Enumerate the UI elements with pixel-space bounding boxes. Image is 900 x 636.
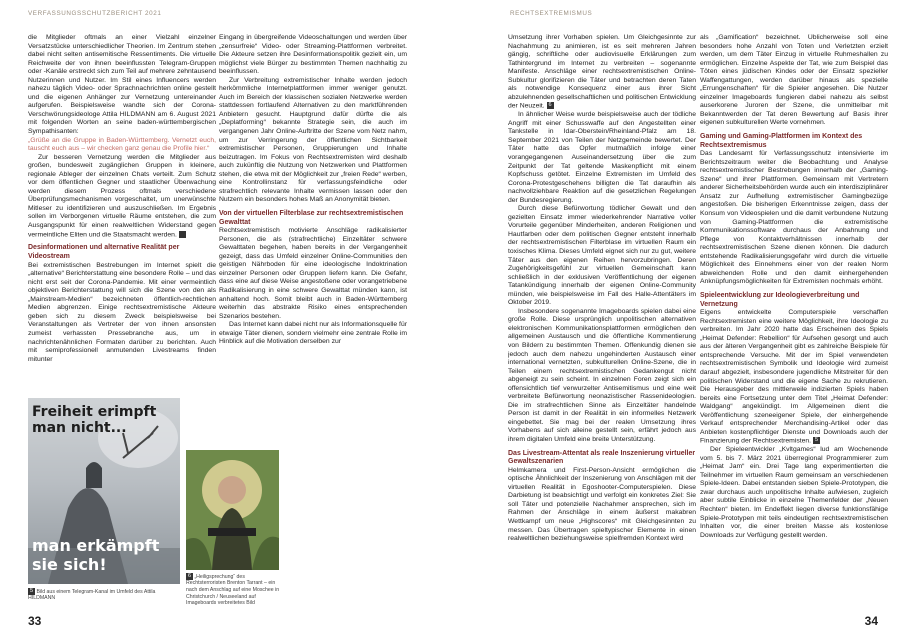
right-column-1	[508, 34, 696, 616]
paragraph: Helmkamera und First-Person-Ansicht ermöglichen die optische Ähnlichkeit der Inszenierung von Anschlägen mit der virtuellen Realität in Egoshooter-Computerspielen. Diese Darbietung ist beabsichtigt und verfolgt ein konkretes Ziel: Sie soll Täter und potenzielle Nachahmer ansprechen, sich im Rahmen der Anschläge in einem äußerst makabren Wettkampf um neue „Highscores“ mit Gleichgesinnten zu messen. Das Übertragen spieltypischer Elemente in einen realweltlichen beziehungsweise spielfremden Kontext wird	[508, 466, 696, 543]
paragraph-text: Umsetzung ihrer Vorhaben spielen. Um Gleichgesinnte zur Nachahmung zu animieren, ist es seit mehreren Jahren gängig, schriftliche oder audiovisuelle Erklärungen zum Tathintergrund im Internet zu verbreiten – sogenannte Manifeste. Anschläge einer rechtsextremistischen Online-Subkultur glorifizieren die Täter und betrachten deren Taten als notwendige Konsequenz einer aus ihrer Sicht abzulehnenden gesellschaftlichen und politischen Entwicklung der Neuzeit.	[508, 34, 696, 110]
paragraph-text: Zur besseren Vernetzung werden die Mitglieder aus großen, bundesweit zugänglichen Gruppen in kleinere, regionale Ableger der einzelnen Chats verteilt. Zum Schutz vor dem öffentlichen Gegner und staatlicher Überwachung werden diesem Prozess oftmals verschiedene Überprüfungsmechanismen vorgeschaltet, um unerwünschte Mitleser zu identifizieren und auszuschließen. Im Ergebnis sollen im Verborgenen virtuelle Räume entstehen, die zum Ausgangspunkt für einen realweltlichen Widerstand gegen vermeintliche Eliten und die Staatsmacht werden.	[28, 153, 216, 238]
paragraph	[28, 154, 216, 240]
left-column-2	[219, 34, 407, 392]
paragraph: In ähnlicher Weise wurde beispielsweise auch der tödliche Angriff mit einer Schusswaffe auf den Angestellten einer Tankstelle in Idar-Oberstein/Rheinland-Pfalz am 18. September 2021 von Teilen der Netzgemeinde bewertet. Der Täter hatte das Opfer mutmaßlich infolge einer vorangegangenen Auseinandersetzung über die zum Zeitpunkt der Tat geltende Maskenpflicht mit einem Kopfschuss getötet. Einzelne Extremisten im Umfeld des Corona-Protestgeschehens billigten die Tat daraufhin als nachvollziehbare Reaktion auf die gesetzlichen Regelungen der Bundesregierung.	[508, 111, 696, 204]
section-heading: Gaming und Gaming-Plattformen im Kontext des Rechtsextremismus	[700, 133, 863, 149]
right-page	[450, 0, 900, 636]
caption-text: „Heiligsprechung“ des Rechtsterroristen Brenton Tarrant – ein nach dem Anschlag auf eine Moschee in Christchurch / Neuseeland auf Imageboards verbreitetes Bild	[186, 573, 280, 607]
image-caption-1	[28, 588, 178, 602]
image-text-top: Freiheit erimpft man nicht...	[32, 404, 157, 436]
section-heading: Spieleentwicklung zur Ideologieverbreitung und Vernetzung	[700, 291, 860, 308]
paragraph: Insbesondere sogenannte Imageboards spielen dabei eine große Rolle. Diese ursprünglich unpolitischen alternativen elektronischen Kommunikationsplattformen ermöglichen den allgemeinen Austausch und die öffentliche Kommentierung von Bildern zu bestimmten Themen. Offenkundig dienen sie jedoch auch dem nahezu ungehinderten Austausch einer international vernetzten, subkulturellen Online-Szene, die in Teilen einem rechtsextremistischen Gedankengut nicht abgeneigt zu sein scheint. In einzelnen Foren zeigt sich ein offensichtlich tief verwurzelter Antisemitismus und eine weit verbreitete Befürwortung neonazistischer Rassenideologien. Die im strafrechtlichen Sinne als Einzeltäter handelnde Person ist damit in der Realität in ein informelles Netzwerk eingebettet. Sie mag bei der realen Umsetzung ihres Vorhabens auf sich alleine gestellt sein, erfährt jedoch aus ihrem digitalen Umfeld eine breite Unterstützung.	[508, 307, 696, 443]
left-column-1	[28, 34, 216, 389]
section-heading: Von der virtuellen Filterblase zur rechtsextremistischen Gewalttat	[219, 209, 404, 226]
pull-quote: „Grüße an die Gruppe in Baden-Württemberg. Vernetzt euch, tauscht euch aus – wir checken ganz genau die Profile hier.“	[28, 136, 216, 153]
section-heading: Das Livestream-Attentat als reale Inszenierung virtueller Gewaltszenarien	[508, 449, 696, 466]
page-number-left: 33	[28, 614, 42, 628]
paragraph: als „Gamification“ bezeichnet. Üblicherweise soll eine besonders hohe Anzahl von Toten und Verletzten erzielt werden, um dem Täter Einzug in virtuelle Ruhmeshallen zu ermöglichen. Einzelne Aspekte der Tat, wie zum Beispiel das Töten eines jüdischen Kindes oder der Einsatz spezieller Waffengattungen, werden darüber hinaus als spezielle „Errungenschaften“ für die Spieler angesehen. Die Nutzer einzelner Imageboards fungieren dabei nahezu als selbst auserkorene Juroren der Szene, die unmittelbar mit Bekanntwerden der Tat deren Bewertung auf Basis ihrer eigenen subkulturellen Werte vornehmen.	[700, 34, 888, 127]
paragraph: Zur Verbreitung extremistischer Inhalte werden jedoch herkömmliche Internetplattformen immer weniger genutzt. Auch im Bereich der klassischen sozialen Netzwerke werden stattdessen fortlaufend Alternativen zu den marktführenden Anbietern gesucht. Hauptgrund dafür dürfte die als „Deplatforming“ bekannte Strategie sein, die auch im vergangenen Jahr Online-Auftritte der Szene vom Netz nahm, um zur Verringerung der öffentlichen Sichtbarkeit extremistischer Personen, Gruppierungen und Inhalte beizutragen. Im Fokus von Rechtsextremisten wird deshalb auch zukünftig die Nutzung von Netzwerken und Plattformen stehen, die etwa mit der Möglichkeit zur „freien Rede“ werben, eine Kontrollinstanz für verfassungsfeindliche oder strafrechtlich relevante Inhalte vermissen lassen oder den Nutzern ein besonders hohes Maß an Anonymität bieten.	[219, 76, 407, 204]
figure-illustration	[186, 450, 279, 570]
section-heading: Desinformationen und alternative Realität per Videostream	[28, 244, 180, 261]
image-caption-2	[186, 573, 281, 607]
paragraph	[700, 309, 888, 446]
paragraph: Bei extremistischen Bestrebungen im Internet spielt die „alternative“ Berichterstattung eine besondere Rolle – und das nicht erst seit der Corona-Pandemie. Mit einer vermeintlich objektiven Berichterstattung will sich die Szene von den als „Mainstream-Medien“ bezeichneten öffentlich-rechtlichen Medien abgrenzen. Einige rechtsextremistische Akteure geben sich zu diesem Zweck beispielsweise bei Veranstaltungen als Vertreter der von ihnen ansonsten zumeist verhassten Pressebranche aus, um in nachrichtenähnlichen Formaten darüber zu berichten. Auch mit semiprofessionell anmutenden Livestreams finden mitunter	[28, 261, 216, 363]
paragraph: Rechtsextremistisch motivierte Anschläge radikalisierter Personen, die als (strafrechtliche) Einzeltäter schwere Gewalttaten begehen, haben bereits in der Vergangenheit gezeigt, dass das Umfeld einzelner Online-Communities den geistigen Nährboden für eine ideologische Indoktrination einzelner Personen oder Gruppen liefern kann. Die Gefahr, dass eine auf diese Weise angestoßene oder vorangetriebene Radikalisierung in eine schwere Gewalttat münden kann, ist anhaltend hoch. Somit bleibt auch in Baden-Württemberg weiterhin das abstrakte Risiko eines entsprechenden Szenarios bestehen.	[219, 227, 407, 320]
right-column-2	[700, 34, 888, 616]
paragraph: Durch diese Befürwortung tödlicher Gewalt und den gezielten Einsatz immer wiederkehrender Narrative voller Vorurteile gegenüber Minderheiten, anderen Religionen und Hautfarben oder dem politischen Gegner entsteht innerhalb der rechtsextremistischen Filterblase im virtuellen Raum ein toxisches Klima. Dieses Umfeld eignet sich nur zu gut, weitere Täter aus den eigenen Reihen hervorzubringen. Deren Zugehörigkeitsgefühl zur virtuellen Gemeinschaft kann schließlich in der exklusiven Veröffentlichung der eigenen Tatankündigung innerhalb der eigenen Online-Community münden, wie beispielsweise im Fall des Halle-Attentäters im Oktober 2019.	[508, 205, 696, 307]
paragraph-text: Eigens entwickelte Computerspiele verschaffen Rechtsextremisten eine weitere Möglichkeit, ihre Ideologie zu verbreiten. Im Jahr 2020 hatte das Erscheinen des Spiels „Heimat Defender: Rebellion“ für Aufsehen gesorgt und auch aus der älteren Vergangenheit gibt es zahlreiche Beispiele für entsprechende Versuche. Mit der im Spiel verwendeten rechtsextremistischen Symbolik und Ideologie wird zumeist darauf abgezielt, insbesondere jugendliche Mitstreiter für den politischen Widerstand und die eigene Sache zu rekrutieren. Die Herausgeber des mittlerweile indizierten Spiels haben bereits eine Fortsetzung unter dem Titel „Heimat Defender: Waldgang“ angekündigt. Im Allgemeinen dient die Veröffentlichung szeneeigener Spiele, der einhergehende Verkauf entsprechender Merchandising-Artikel oder das Anbieten kostenpflichtiger Dienste und Downloads auch der Finanzierung der Rechtsextremisten.	[700, 309, 888, 445]
caption-text: Bild aus einem Telegram-Kanal im Umfeld des Attila HILDMANN	[28, 588, 156, 602]
tarrant-imageboard-image	[186, 450, 279, 570]
running-header-left: VERFASSUNGSSCHUTZBERICHT 2021	[28, 10, 162, 17]
running-header-right: RECHTSEXTREMISMUS	[510, 10, 593, 17]
image-text-bottom: man erkämpft sie sich!	[32, 536, 160, 574]
paragraph	[508, 34, 696, 111]
page-number-right: 34	[864, 614, 878, 628]
paragraph: die Mitglieder oftmals an einer Vielzahl einzelner Versatzstücke unterschiedlicher Theorien. Im Zentrum stehen dabei nicht selten antisemitische Ressentiments. Die virtuelle Reichweite der von ihnen beeinflussten Telegram-Gruppen oder -Kanäle erstreckt sich zum Teil auf mehrere zehntausend Nutzerinnen und Nutzer. Im Stil eines Influencers werden nahezu täglich Video- oder Sprachnachrichten online gestellt und die eigenen Anhänger zur Vernetzung untereinander aufgerufen. Beispielsweise wandte sich der Corona-Verschwörungsideologe Attila HILDMANN am 6. August 2021 mit folgenden Worten an seine baden-württembergischen Sympathisanten:	[28, 34, 216, 136]
telegram-propaganda-image	[28, 398, 180, 584]
paragraph: Eingang in übergreifende Videoschaltungen und werden über „zensurfreie“ Video- oder Streaming-Plattformen verbreitet. Die Akteure setzen ihre Desinformationspolitik gezielt ein, um möglichst viele Bürger zu bestimmten Themen nachhaltig zu beeinflussen.	[219, 34, 407, 76]
caption-number: 5	[29, 588, 34, 594]
paragraph: Das Internet kann dabei nicht nur als Informationsquelle für etwaige Täter dienen, sondern vielmehr eine zentrale Rolle im Hinblick auf die Motivation derselben zur	[219, 321, 407, 346]
footnote-marker: 6	[548, 102, 552, 109]
paragraph: Der Spieleentwickler „Kvltgames“ lud am Wochenende vom 5. bis 7. März 2021 überregional Programmierer zum „Heimat Jam“ ein. Drei Tage lang experimentierten die Teilnehmer im virtuellen Raum gemeinsam an verschiedenen Spiele-Ideen. Dabei entstanden sieben Spiele-Prototypen, die zwar durchaus auch unpolitische Inhalte aufwiesen, zugleich aber subtile Einblicke in einzelne Themenfelder der „Neuen Rechten“ bieten. Im Endeffekt liegen diverse funktionsfähige Spiele-Prototypen mit teils eindeutigen rechtsextremistischen Inhalten vor, die einer breiten Masse als kostenlose Downloads zur Verfügung gestellt werden.	[700, 446, 888, 539]
footnote-marker: 3	[179, 231, 186, 238]
caption-number: 6	[187, 573, 192, 579]
paragraph: Das Landesamt für Verfassungsschutz intensivierte im Berichtszeitraum weiter die Beobachtung und Analyse rechtsextremistischer Bestrebungen innerhalb der „Gaming-Szene“ und ihrer Plattformen. Gemeinsam mit Vertretern anderer Sicherheitsbehörden wurde auch ein interdisziplinärer Ansatz zur Aufhellung extremistischer Gamingbezüge angestoßen. Die bisherigen Erkenntnisse zeigen, dass der Konsum von Videospielen und die damit verbundene Nutzung von Gaming-Plattformen die extremistische Kommunikationssoftware durchaus der Anbahnung und Pflege von Kontaktverhältnissen innerhalb der rechtsextremistischen Szene dienen können. Die dadurch entstehende Radikalisierungsgefahr wird durch die virtuelle Möglichkeit des Einnehmens einer von der realen Norm abweichenden Rolle und den damit einhergehenden Anknüpfungsmöglichkeiten für Extremisten nochmals erhöht.	[700, 150, 888, 286]
footnote-marker: 5	[814, 437, 818, 444]
